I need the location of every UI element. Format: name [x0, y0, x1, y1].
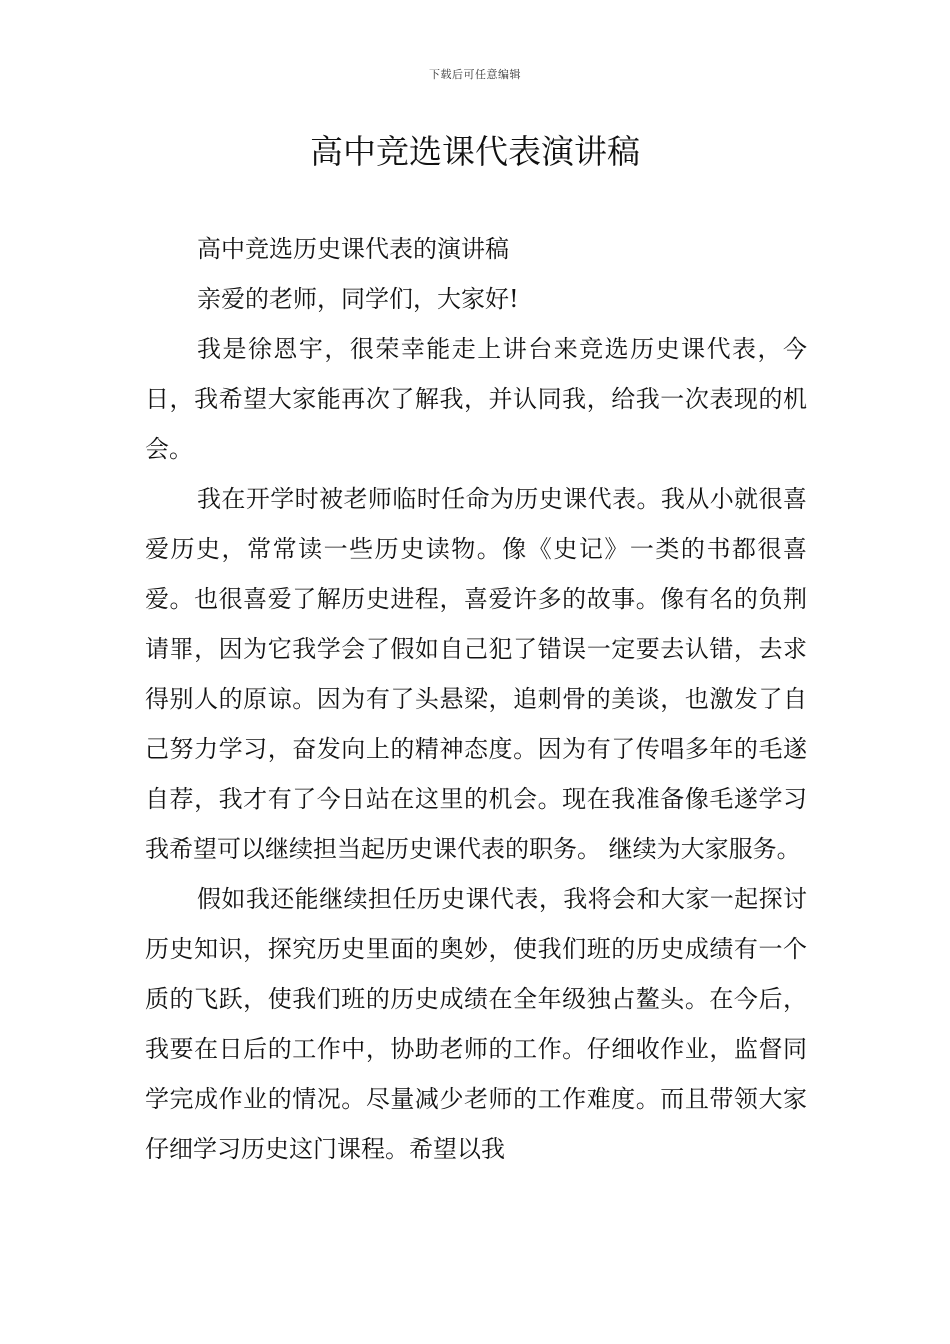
- subtitle-paragraph: 高中竞选历史课代表的演讲稿: [197, 235, 509, 263]
- document-title: 高中竞选课代表演讲稿: [310, 132, 640, 171]
- body-paragraph: 我在开学时被老师临时任命为历史课代表。我从小就很喜爱历史，常常读一些历史读物。像《史记》一类的书都很喜爱。也很喜爱了解历史进程，喜爱许多的故事。像有名的负荆请罪，因为它我学会了假如自己犯了错误一定要去认错，去求得别人的原谅。因为有了头悬梁，追刺骨的美谈，也激发了自己努力学习，奋发向上的精神态度。因为有了传唱多年的毛遂自荐，我才有了今日站在这里的机会。现在我准备像毛遂学习我希望可以继续担当起历史课代表的职务。 继续为大家服务。: [145, 485, 807, 863]
- greeting-paragraph: 亲爱的老师，同学们，大家好!: [197, 285, 519, 313]
- body-paragraph: 假如我还能继续担任历史课代表，我将会和大家一起探讨历史知识，探究历史里面的奥妙，使我们班的历史成绩有一个质的飞跃，使我们班的历史成绩在全年级独占鳌头。在今后，我要在日后的工作中，协助老师的工作。仔细收作业，监督同学完成作业的情况。尽量减少老师的工作难度。而且带领大家仔细学习历史这门课程。希望以我: [145, 885, 807, 1163]
- header-note: 下载后可任意编辑: [429, 68, 521, 81]
- body-paragraph: 我是徐恩宇，很荣幸能走上讲台来竞选历史课代表，今日，我希望大家能再次了解我，并认同我，给我一次表现的机会。: [145, 335, 807, 463]
- document-body: [145, 224, 807, 1174]
